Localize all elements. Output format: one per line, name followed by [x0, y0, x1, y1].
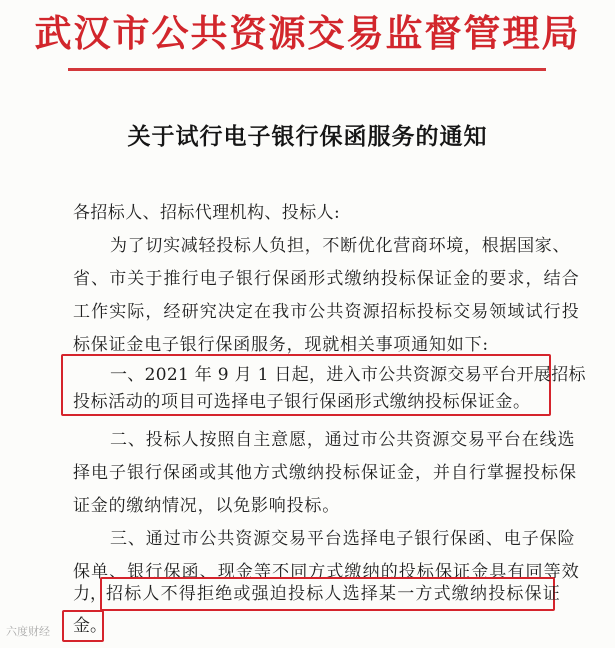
item3-line-4: 金。 [73, 616, 107, 636]
item3-line-2: 保单、银行保函、现金等不同方式缴纳的投标保证金具有同等效 [73, 562, 580, 582]
item2-line-3: 证金的缴纳情况，以免影响投标。 [73, 496, 340, 516]
item2-line-1: 二、投标人按照自主意愿，通过市公共资源交易平台在线选 [110, 430, 576, 450]
item3-line-3-highlight: 招标人不得拒绝或强迫投标人选择某一方式缴纳投标保证 [106, 584, 561, 604]
item1-line-1: 一、2021 年 9 月 1 日起，进入市公共资源交易平台开展招标 [110, 365, 586, 385]
watermark: 六度财经 [6, 625, 50, 638]
agency-name: 武汉市公共资源交易监督管理局 [34, 12, 581, 55]
item1-line-2: 投标活动的项目可选择电子银行保函形式缴纳投标保证金。 [73, 392, 531, 412]
item2-line-2: 择电子银行保函或其他方式缴纳投标保证金，并自行掌握投标保 [73, 463, 577, 483]
intro-line-1: 为了切实减轻投标人负担，不断优化营商环境，根据国家、 [110, 236, 571, 256]
intro-line-2: 省、市关于推行电子银行保函形式缴纳投标保证金的要求，结合 [73, 269, 580, 289]
item3-line-1: 三、通过市公共资源交易平台选择电子银行保函、电子保险 [110, 529, 576, 549]
intro-line-3: 工作实际，经研究决定在我市公共资源招标投标交易领域试行投 [73, 302, 580, 322]
notice-title: 关于试行电子银行保函服务的通知 [127, 124, 488, 150]
salutation: 各招标人、招标代理机构、投标人: [73, 203, 341, 223]
intro-line-4: 标保证金电子银行保函服务，现就相关事项通知如下: [73, 335, 489, 355]
item3-line-3-prefix: 力， [73, 584, 107, 604]
header-red-rule [68, 68, 546, 71]
